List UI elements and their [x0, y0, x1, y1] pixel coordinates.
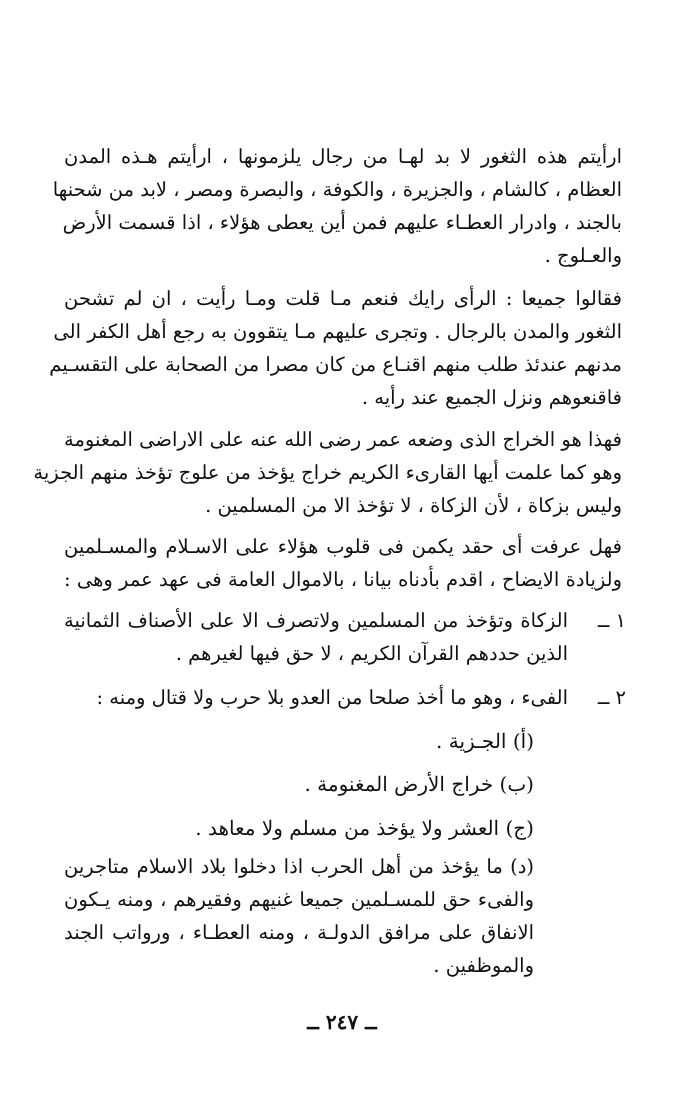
paragraph-line: الثغور والمدن بالرجال . وتجرى عليهم مـا يتقوون به رجع أهل الكفر الى — [53, 320, 622, 343]
list-item-1 — [64, 604, 568, 670]
paragraph-line: فهذا هو الخراج الذى وضعه عمر رضى الله عنه على الاراضى المغنومة — [64, 428, 622, 451]
paragraph-line: ولزيادة الايضاح ، اقدم بأدناه بيانا ، بالاموال العامة فى عهد عمر وهى : — [64, 568, 622, 591]
sub-item-line: والموظفين . — [433, 954, 534, 977]
sub-item-line: والفىء حق للمسـلمين جميعا غنيهم وفقيرهم ، ومنه يـكون — [64, 888, 534, 911]
paragraph-4 — [64, 530, 622, 596]
paragraph-line: فقالوا جميعا : الرأى رايك فنعم مـا قلت ومـا رأيت ، ان لم تشحن — [64, 287, 622, 310]
sub-item-b: (ب) خراج الأرض المغنومة . — [304, 772, 534, 796]
list-line: الزكاة وتؤخذ من المسلمين ولاتصرف الا على الأصناف الثمانية — [64, 609, 568, 632]
paragraph-line: فاقنعوهم ونزل الجميع عند رأيه . — [361, 386, 622, 409]
list-number-1: ١ ــ — [597, 609, 626, 632]
paragraph-line: مدنهم عندئذ طلب منهم اقنـاع من كان مصرا من الصحابة على التقسـيم — [49, 353, 622, 376]
page-number: ــ ٢٤٧ ــ — [307, 1010, 377, 1034]
sub-item-c: (ج) العشر ولا يؤخذ من مسلم ولا معاهد . — [195, 816, 534, 840]
sub-item-line: الانفاق على مرافق الدولـة ، ومنه العطـاء ، ورواتب الجند — [64, 921, 534, 944]
list-line: الفىء ، وهو ما أخذ صلحا من العدو بلا حرب ولا قتال ومنه : — [96, 686, 568, 709]
list-item-2 — [64, 681, 568, 714]
paragraph-2 — [49, 282, 622, 414]
paragraph-line: فهل عرفت أى حقد يكمن فى قلوب هؤلاء على الاسـلام والمسـلمين — [64, 535, 622, 558]
paragraph-1 — [52, 140, 622, 272]
paragraph-line: العظام ، كالشام ، والجزيرة ، والكوفة ، والبصرة ومصر ، لابد من شحنها — [52, 178, 622, 201]
sub-item-d — [64, 850, 534, 982]
list-number-2: ٢ ــ — [597, 686, 626, 709]
list-line: الذين حددهم القرآن الكريم ، لا حق فيها لغيرهم . — [175, 642, 568, 665]
paragraph-line: بالجند ، وادرار العطـاء عليهم فمن أين يعطى هؤلاء ، اذا قسمت الأرض — [62, 211, 622, 234]
sub-item-a: (أ) الجـزية . — [436, 729, 534, 753]
paragraph-3 — [33, 423, 622, 522]
paragraph-line: وهو كما علمت أيها القارىء الكريم خراج يؤخذ من علوج تؤخذ منهم الجزية — [33, 461, 622, 484]
paragraph-line: وليس بزكاة ، لأن الزكاة ، لا تؤخذ الا من المسلمين . — [205, 494, 622, 517]
paragraph-line: ارأيتم هذه الثغور لا بد لهـا من رجال يلزمونها ، ارأيتم هـذه المدن — [64, 145, 622, 168]
sub-item-line: (د) ما يؤخذ من أهل الحرب اذا دخلوا بلاد الاسلام متاجرين — [64, 855, 534, 878]
paragraph-line: والعـلوج . — [544, 244, 622, 267]
